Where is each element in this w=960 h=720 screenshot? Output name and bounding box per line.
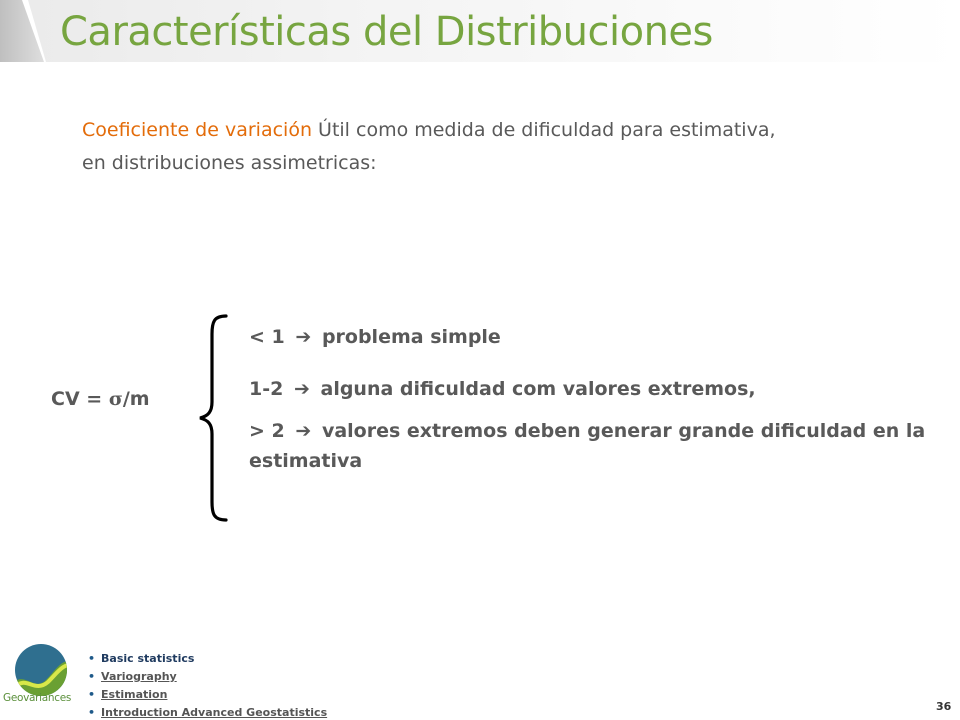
footer-link-variography[interactable]: Variography bbox=[101, 670, 177, 683]
formula-suffix: /m bbox=[122, 388, 150, 410]
bullet-icon: • bbox=[88, 670, 96, 683]
rule-description: problema simple bbox=[321, 326, 501, 348]
bullet-icon: • bbox=[88, 652, 96, 665]
intro-rest: Útil como medida de dificuldad para estimativa, bbox=[312, 119, 776, 141]
footer-link-estimation[interactable]: Estimation bbox=[101, 688, 168, 701]
bullet-icon: • bbox=[88, 706, 96, 719]
intro-highlight: Coeficiente de variación bbox=[82, 119, 312, 141]
rule-continuation: estimativa bbox=[249, 450, 363, 472]
rule-condition: < 1 bbox=[249, 326, 285, 348]
footer-nav bbox=[88, 650, 327, 720]
page-number: 36 bbox=[936, 700, 952, 713]
right-arrow-icon: ➔ bbox=[293, 378, 310, 400]
rule-item bbox=[249, 322, 960, 352]
cv-formula bbox=[51, 388, 150, 410]
sigma-symbol: σ bbox=[108, 388, 123, 410]
right-arrow-icon: ➔ bbox=[295, 420, 312, 442]
cv-rules-list bbox=[249, 322, 960, 476]
rule-condition: 1-2 bbox=[249, 378, 284, 400]
left-brace-icon bbox=[196, 312, 236, 524]
footer-nav-item-advanced-geostatistics[interactable] bbox=[88, 704, 327, 720]
formula-prefix: CV = bbox=[51, 388, 109, 410]
rule-item bbox=[249, 374, 960, 404]
title-band bbox=[0, 0, 960, 70]
rule-condition: > 2 bbox=[249, 420, 285, 442]
rule-description: valores extremos deben generar grande dificuldad en la bbox=[321, 420, 926, 442]
intro-line-2: en distribuciones assimetricas: bbox=[82, 152, 377, 174]
bullet-icon: • bbox=[88, 688, 96, 701]
slide-title: Características del Distribuciones bbox=[60, 9, 713, 55]
footer-nav-item-variography[interactable] bbox=[88, 668, 327, 686]
rule-item bbox=[249, 416, 960, 476]
geovariances-logo-icon bbox=[2, 644, 80, 718]
logo-text: Geovariances bbox=[3, 692, 72, 704]
intro-line-1 bbox=[82, 114, 912, 147]
footer-nav-current: Basic statistics bbox=[101, 652, 195, 665]
footer-nav-item-estimation[interactable] bbox=[88, 686, 327, 704]
rule-description: alguna dificuldad com valores extremos, bbox=[320, 378, 756, 400]
footer-link-advanced-geostatistics[interactable]: Introduction Advanced Geostatistics bbox=[101, 706, 328, 719]
footer-nav-item-basic-statistics bbox=[88, 650, 327, 668]
intro-paragraph bbox=[82, 114, 912, 180]
right-arrow-icon: ➔ bbox=[295, 326, 312, 348]
